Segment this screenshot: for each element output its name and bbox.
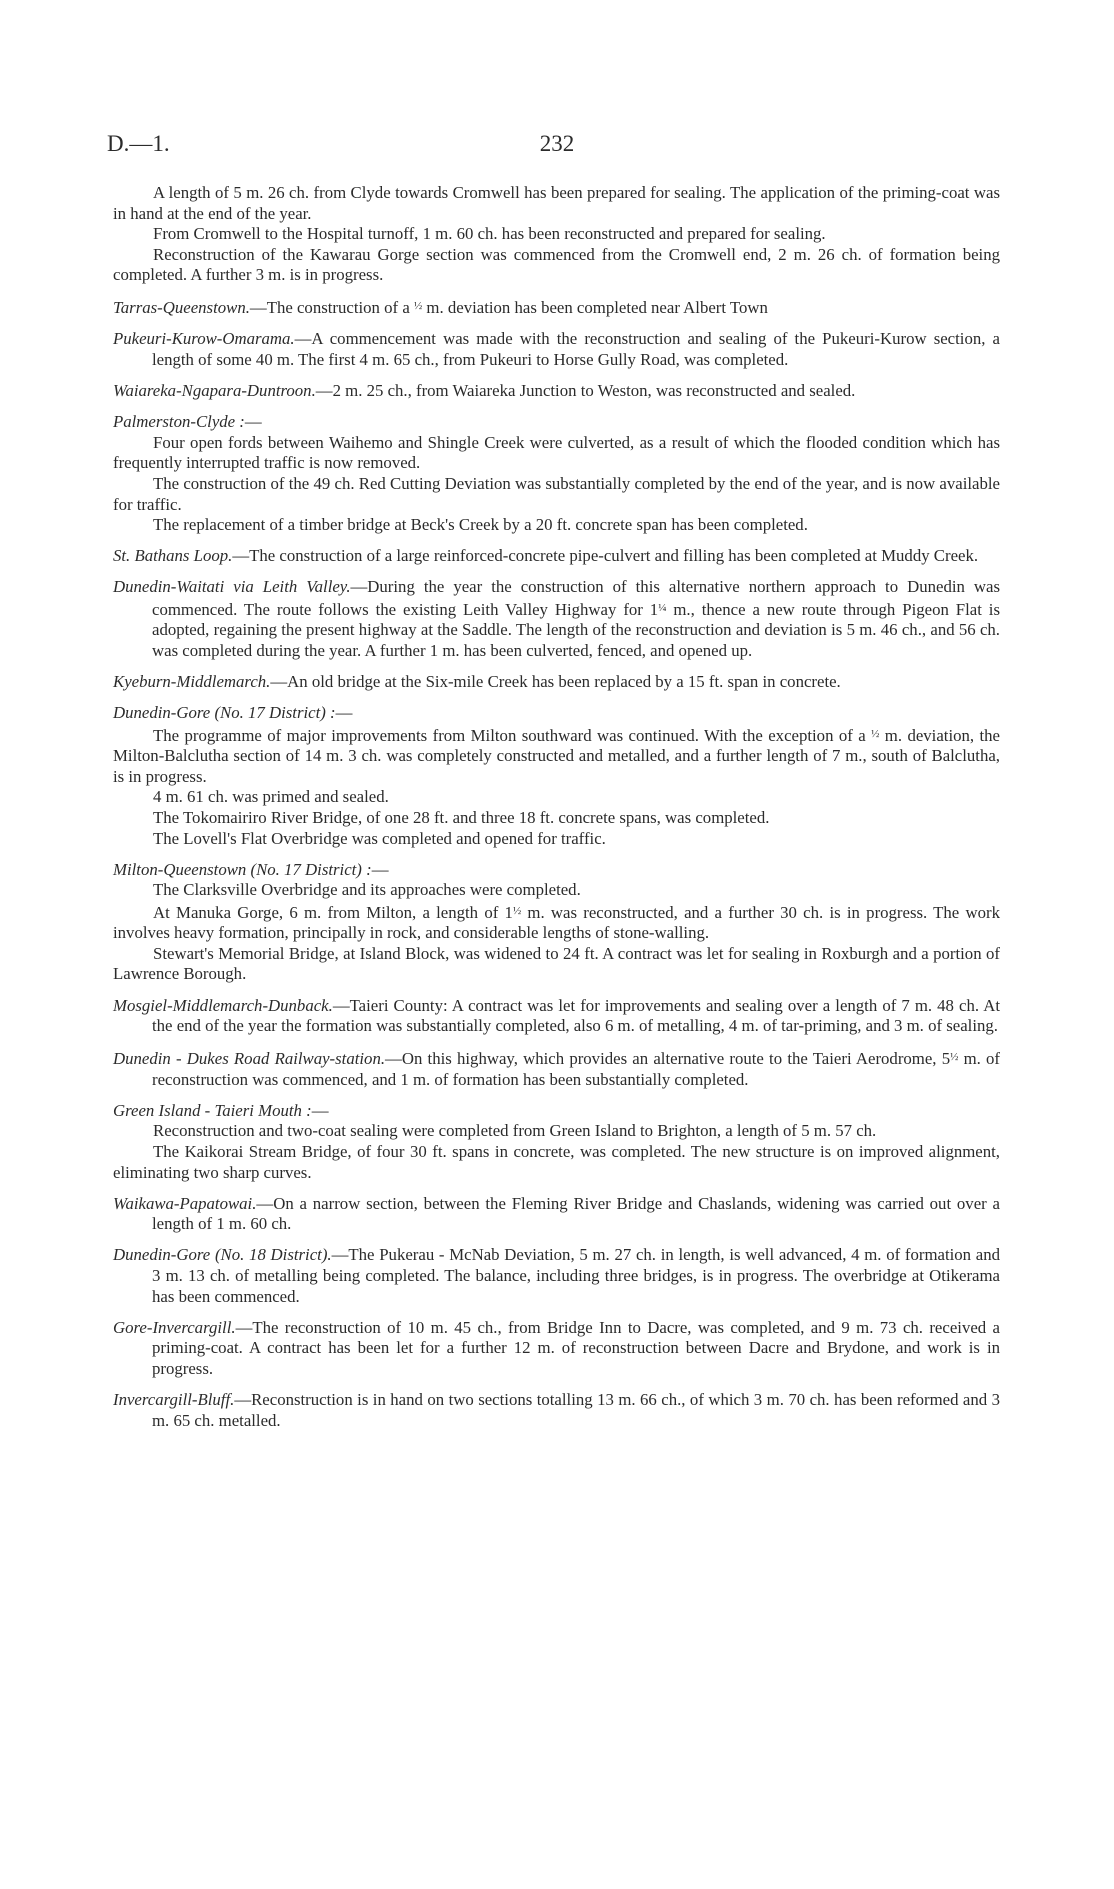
fraction: ½ bbox=[950, 1051, 959, 1064]
paragraph-text: m. deviation, the Milton-Balclutha section of 14 m. 3 ch. was completely constructed and metalled, and a further length of 7 m., south of Balclutha, is in progress. bbox=[113, 725, 1000, 786]
entry-dunedin-waitati bbox=[113, 577, 1000, 661]
entry-text: m. deviation has been completed near Albert Town bbox=[422, 298, 768, 318]
entry-st-bathans-loop bbox=[113, 546, 1000, 567]
paragraph: The Kaikorai Stream Bridge, of four 30 ft. spans in concrete, was completed. The new structure is on improved alignment, eliminating two sharp curves. bbox=[113, 1141, 1000, 1182]
entry-kyeburn-middlemarch bbox=[113, 672, 1000, 693]
section-heading-dash: — bbox=[244, 412, 262, 432]
entry-text: —The Pukerau - McNab Deviation, 5 m. 27 ch. in length, is well advanced, 4 m. of formation and 3 m. 13 ch. of metalling being completed. The balance, including three bridges, is in progress. The overbridge at Otikerama has been commenced. bbox=[152, 1245, 1001, 1306]
entry-waikawa-papatowai bbox=[113, 1194, 1000, 1235]
entry-text: —2 m. 25 ch., from Waiareka Junction to Weston, was reconstructed and sealed. bbox=[315, 381, 856, 401]
fraction: ½ bbox=[512, 904, 522, 917]
section-heading-dash: — bbox=[371, 859, 389, 879]
entry-heading: Dunedin-Gore (No. 18 District). bbox=[113, 1245, 332, 1265]
fraction: ½ bbox=[413, 300, 423, 313]
section-heading bbox=[113, 703, 1000, 724]
page-number: 232 bbox=[539, 131, 575, 156]
paragraph: The Tokomairiro River Bridge, of one 28 ft. and three 18 ft. concrete spans, was completed. bbox=[153, 807, 770, 827]
section-dunedin-gore-17 bbox=[113, 703, 1000, 849]
entry-text: —On this highway, which provides an alternative route to the Taieri Aerodrome, 5 bbox=[385, 1049, 951, 1069]
entry-heading: Pukeuri-Kurow-Omarama. bbox=[113, 329, 295, 349]
paragraph-text: The programme of major improvements from Milton southward was continued. With the exception of a bbox=[153, 725, 872, 745]
section-heading-text: Milton-Queenstown (No. 17 District) : bbox=[113, 859, 372, 879]
entry-text: —Taieri County: A contract was let for improvements and sealing over a length of 7 m. 48 ch. At the end of the year the formation was substantially completed, also 6 m. of metalling, 4 m. of tar-priming, and 3 m. of sealing. bbox=[152, 995, 1000, 1036]
section-heading-text: Dunedin-Gore (No. 17 District) : bbox=[113, 703, 336, 723]
entry-text: m. of reconstruction was commenced, and 1 m. of formation has been substantially completed. bbox=[152, 1049, 1000, 1089]
entry-heading: Tarras-Queenstown. bbox=[113, 298, 250, 318]
entry-invercargill-bluff bbox=[113, 1390, 1000, 1431]
entry-heading: Dunedin - Dukes Road Railway-station. bbox=[113, 1049, 386, 1069]
entry-heading: Waiareka-Ngapara-Duntroon. bbox=[113, 381, 316, 401]
entry-text: —On a narrow section, between the Fleming River Bridge and Chaslands, widening was carried out over a length of 1 m. 60 ch. bbox=[152, 1193, 1000, 1234]
paragraph: The Clarksville Overbridge and its approaches were completed. bbox=[153, 880, 581, 900]
section-heading bbox=[113, 1101, 1000, 1122]
entry-text: —Reconstruction is in hand on two sections totalling 13 m. 66 ch., of which 3 m. 70 ch. has been reformed and 3 m. 65 ch. metalled. bbox=[152, 1389, 1000, 1430]
paragraph bbox=[113, 901, 1000, 944]
paragraph: The Lovell's Flat Overbridge was completed and opened for traffic. bbox=[153, 828, 606, 848]
paragraph: From Cromwell to the Hospital turnoff, 1 m. 60 ch. has been reconstructed and prepared for sealing. bbox=[153, 224, 826, 244]
section-heading bbox=[113, 412, 1000, 433]
paragraph-text: At Manuka Gorge, 6 m. from Milton, a length of 1 bbox=[153, 902, 513, 922]
entry-dunedin-gore-18 bbox=[113, 1245, 1000, 1307]
entry-dunedin-dukes-road bbox=[113, 1047, 1000, 1090]
paragraph bbox=[113, 724, 1000, 788]
paragraph: Reconstruction and two-coat sealing were completed from Green Island to Brighton, a length of 5 m. 57 ch. bbox=[153, 1121, 877, 1141]
entry-heading: Dunedin-Waitati via Leith Valley. bbox=[113, 577, 351, 597]
section-green-island-taieri-mouth bbox=[113, 1101, 1000, 1183]
entry-heading: Mosgiel-Middlemarch-Dunback. bbox=[113, 995, 333, 1015]
entry-mosgiel-middlemarch-dunback bbox=[113, 996, 1000, 1037]
paragraph: Reconstruction of the Kawarau Gorge section was commenced from the Cromwell end, 2 m. 26 ch. of formation being completed. A further 3 m. is in progress. bbox=[113, 244, 1000, 285]
section-heading-dash: — bbox=[335, 703, 353, 723]
entry-text: —The construction of a large reinforced-concrete pipe-culvert and filling has been completed at Muddy Creek. bbox=[232, 546, 979, 566]
paragraph: The construction of the 49 ch. Red Cutting Deviation was substantially completed by the end of the year, and is now available for traffic. bbox=[113, 473, 1000, 514]
entry-waiareka-ngapara-duntroon bbox=[113, 381, 1000, 402]
entry-text: —During the year the construction of this alternative northern approach to Dunedin was commenced. The route follows the existing Leith Valley Highway for 1 bbox=[152, 577, 1000, 619]
section-heading bbox=[113, 860, 1000, 881]
paragraph: 4 m. 61 ch. was primed and sealed. bbox=[153, 787, 389, 807]
entry-heading: St. Bathans Loop. bbox=[113, 546, 233, 566]
entry-text: —An old bridge at the Six-mile Creek has been replaced by a 15 ft. span in concrete. bbox=[270, 672, 841, 692]
document-body bbox=[113, 183, 1000, 1442]
fraction: ½ bbox=[871, 727, 880, 740]
section-heading-text: Green Island - Taieri Mouth : bbox=[113, 1100, 312, 1120]
paragraph: Stewart's Memorial Bridge, at Island Block, was widened to 24 ft. A contract was let for sealing in Roxburgh and a portion of Lawrence Borough. bbox=[113, 943, 1000, 984]
paragraph: The replacement of a timber bridge at Beck's Creek by a 20 ft. concrete span has been completed. bbox=[153, 515, 808, 535]
section-palmerston-clyde bbox=[113, 412, 1000, 536]
paragraph-text: m. was reconstructed, and a further 30 ch. is in progress. The work involves heavy formation, principally in rock, and considerable lengths of stone-walling. bbox=[113, 902, 1000, 943]
entry-gore-invercargill bbox=[113, 1318, 1000, 1380]
paragraph: A length of 5 m. 26 ch. from Clyde towards Cromwell has been prepared for sealing. The application of the priming-coat was in hand at the end of the year. bbox=[113, 183, 1000, 223]
entry-heading: Waikawa-Papatowai. bbox=[113, 1193, 257, 1213]
section-heading-text: Palmerston-Clyde : bbox=[113, 412, 245, 432]
entry-text: —A commencement was made with the reconstruction and sealing of the Pukeuri-Kurow section, a length of some 40 m. The first 4 m. 65 ch., from Pukeuri to Horse Gully Road, was completed. bbox=[152, 329, 1000, 369]
entry-pukeuri-kurow-omarama bbox=[113, 329, 1000, 370]
paragraph: Four open fords between Waihemo and Shingle Creek were culverted, as a result of which the flooded condition which has frequently interrupted traffic is now removed. bbox=[113, 432, 1000, 473]
section-milton-queenstown bbox=[113, 860, 1000, 985]
entry-text: —The construction of a bbox=[249, 298, 414, 318]
entry-text: —The reconstruction of 10 m. 45 ch., from Bridge Inn to Dacre, was completed, and 9 m. 73 ch. received a priming-coat. A contract has been let for a further 12 m. of reconstruction between Dacre and Brydone, and work is in progress. bbox=[152, 1317, 1000, 1378]
entry-heading: Kyeburn-Middlemarch. bbox=[113, 672, 271, 692]
section-heading-dash: — bbox=[311, 1100, 329, 1120]
entry-text: m., thence a new route through Pigeon Flat is adopted, regaining the present highway at the Saddle. The length of the reconstruction and deviation is 5 m. 46 ch., and 56 ch. was completed during the year. A further 1 m. has been culverted, fenced, and opened up. bbox=[152, 599, 1000, 660]
fraction: ¼ bbox=[658, 601, 667, 614]
entry-heading: Gore-Invercargill. bbox=[113, 1317, 236, 1337]
document-reference: D.—1. bbox=[107, 131, 170, 156]
entry-heading: Invercargill-Bluff. bbox=[113, 1389, 235, 1409]
entry-tarras-queenstown bbox=[113, 296, 1000, 318]
